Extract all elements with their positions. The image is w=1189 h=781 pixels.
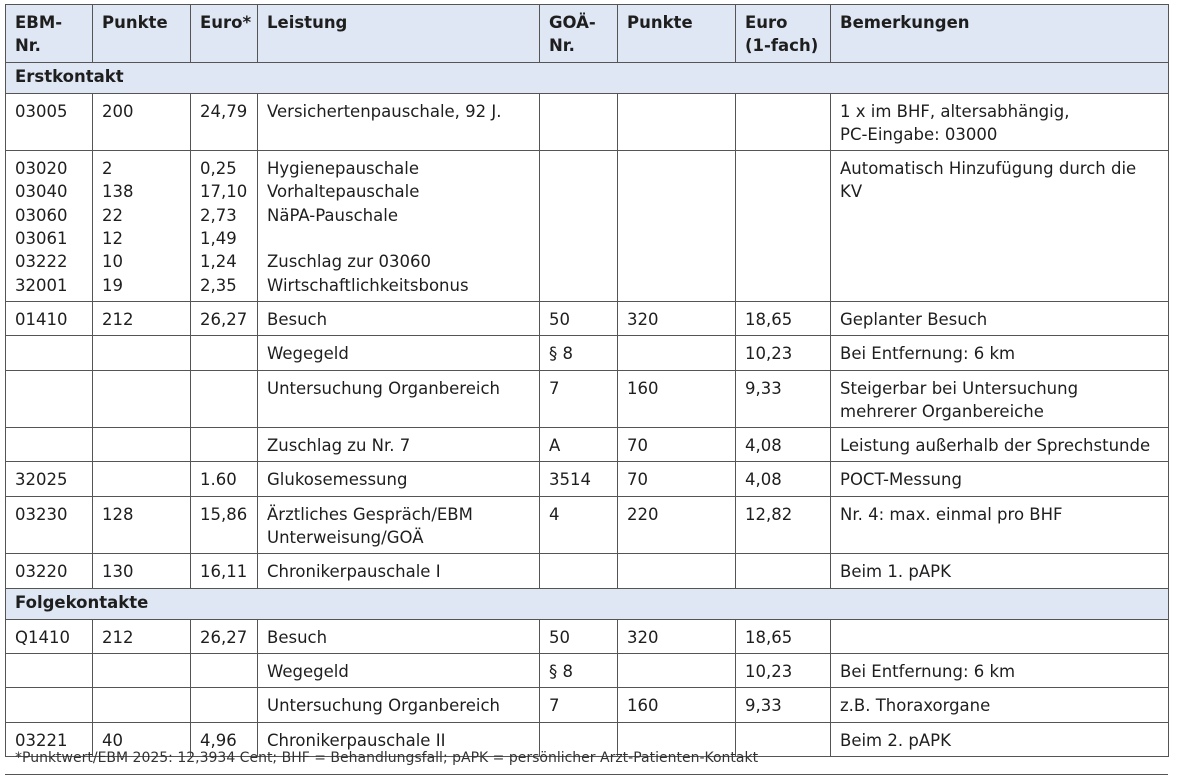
cell-goae-nr <box>540 496 618 554</box>
cell-line: 0,25 <box>200 159 237 179</box>
cell-goae-punkte <box>618 301 736 335</box>
cell-ebm-punkte <box>93 301 191 335</box>
header-euro-1fach <box>736 5 831 63</box>
cell-ebm-nr <box>6 688 93 722</box>
cell-euro-1fach <box>736 301 831 335</box>
cell-line: 212 <box>102 309 134 329</box>
header-bemerkungen <box>831 5 1169 63</box>
cell-goae-punkte <box>618 428 736 462</box>
table-row <box>6 151 1169 302</box>
cell-ebm-punkte <box>93 619 191 653</box>
cell-line: Versichertenpauschale, 92 J. <box>267 101 502 121</box>
cell-goae-punkte <box>618 336 736 370</box>
cell-line: 03220 <box>15 562 68 582</box>
cell-goae-punkte <box>618 151 736 302</box>
cell-line: 320 <box>627 309 659 329</box>
cell-line: 12,82 <box>745 504 793 524</box>
cell-line: Wirtschaftlichkeitsbonus <box>267 275 469 295</box>
cell-bemerkungen <box>831 301 1169 335</box>
cell-line: Untersuchung Organbereich <box>267 696 500 716</box>
cell-line: Zuschlag zu Nr. 7 <box>267 436 411 456</box>
cell-line: Chronikerpauschale I <box>267 562 441 582</box>
cell-line: mehrerer Organbereiche <box>840 401 1044 421</box>
cell-line: 17,10 <box>200 182 248 202</box>
cell-line: Geplanter Besuch <box>840 309 988 329</box>
cell-line: Untersuchung Organbereich <box>267 378 500 398</box>
cell-leistung <box>258 496 540 554</box>
cell-line: 320 <box>627 627 659 647</box>
cell-ebm-punkte <box>93 653 191 687</box>
cell-line: 15,86 <box>200 504 248 524</box>
cell-ebm-nr <box>6 653 93 687</box>
cell-line: 138 <box>102 182 134 202</box>
cell-bemerkungen <box>831 722 1169 756</box>
cell-goae-nr <box>540 462 618 496</box>
cell-euro <box>191 301 258 335</box>
cell-leistung <box>258 336 540 370</box>
cell-bemerkungen <box>831 554 1169 588</box>
table-row <box>6 93 1169 151</box>
section-row <box>6 588 1169 619</box>
cell-line: 03221 <box>15 730 68 750</box>
cell-ebm-punkte <box>93 688 191 722</box>
cell-line: 40 <box>102 730 123 750</box>
cell-line: 160 <box>627 378 659 398</box>
header-euro <box>191 5 258 63</box>
cell-line: 10 <box>102 252 123 272</box>
cell-line: Beim 2. pAPK <box>840 730 951 750</box>
cell-goae-punkte <box>618 554 736 588</box>
cell-line: 2 <box>102 159 113 179</box>
cell-line <box>267 227 530 250</box>
cell-leistung <box>258 554 540 588</box>
cell-euro <box>191 496 258 554</box>
cell-line: PC-Eingabe: 03000 <box>840 124 998 144</box>
cell-bemerkungen <box>831 653 1169 687</box>
cell-line: 32001 <box>15 275 68 295</box>
cell-euro-1fach <box>736 151 831 302</box>
cell-line: Hygienepauschale <box>267 159 420 179</box>
cell-euro-1fach <box>736 336 831 370</box>
cell-goae-nr <box>540 619 618 653</box>
cell-line: 22 <box>102 205 123 225</box>
cell-leistung <box>258 462 540 496</box>
cell-line: Euro* <box>200 13 252 32</box>
cell-line: 26,27 <box>200 627 248 647</box>
header-ebm-nr <box>6 5 93 63</box>
cell-line: 2,35 <box>200 275 237 295</box>
cell-line: Ärztliches Gespräch/EBM <box>267 504 473 524</box>
cell-line: 9,33 <box>745 696 782 716</box>
section-title: Folgekontakte <box>6 588 1169 619</box>
cell-ebm-nr <box>6 370 93 428</box>
cell-ebm-punkte <box>93 554 191 588</box>
header-goae-nr <box>540 5 618 63</box>
cell-leistung <box>258 428 540 462</box>
cell-line: Wegegeld <box>267 661 349 681</box>
cell-line: 10,23 <box>745 661 793 681</box>
cell-ebm-punkte <box>93 370 191 428</box>
cell-line: 19 <box>102 275 123 295</box>
cell-line: 03061 <box>15 229 68 249</box>
cell-line: Leistung außerhalb der Sprechstunde <box>840 436 1151 456</box>
cell-euro-1fach <box>736 554 831 588</box>
cell-line: 220 <box>627 504 659 524</box>
cell-line: Vorhaltepauschale <box>267 182 420 202</box>
cell-line: 130 <box>102 562 134 582</box>
cell-line: Leistung <box>267 13 348 32</box>
cell-euro <box>191 93 258 151</box>
cell-line: GOÄ- <box>549 13 596 32</box>
cell-euro <box>191 653 258 687</box>
cell-line: 4,96 <box>200 730 237 750</box>
cell-goae-nr <box>540 688 618 722</box>
cell-line: Punkte <box>102 13 168 32</box>
cell-goae-nr <box>540 301 618 335</box>
cell-line: Besuch <box>267 627 328 647</box>
cell-line: 32025 <box>15 470 68 490</box>
cell-line: § 8 <box>549 344 573 364</box>
cell-leistung <box>258 370 540 428</box>
cell-line: Bemerkungen <box>840 13 970 32</box>
cell-goae-punkte <box>618 93 736 151</box>
cell-line: Unterweisung/GOÄ <box>267 528 424 548</box>
cell-line: 1.60 <box>200 470 237 490</box>
table-header <box>6 5 1169 63</box>
header-goae-punkte <box>618 5 736 63</box>
cell-line: POCT-Messung <box>840 470 962 490</box>
cell-line: Bei Entfernung: 6 km <box>840 661 1016 681</box>
cell-line: 4 <box>549 504 560 524</box>
cell-line: Bei Entfernung: 6 km <box>840 344 1016 364</box>
cell-line: Chronikerpauschale II <box>267 730 446 750</box>
cell-line: 212 <box>102 627 134 647</box>
cell-ebm-nr <box>6 336 93 370</box>
cell-ebm-nr <box>6 462 93 496</box>
cell-line: 24,79 <box>200 101 248 121</box>
cell-line: Besuch <box>267 309 328 329</box>
cell-euro <box>191 151 258 302</box>
table-row <box>6 428 1169 462</box>
cell-line: Automatisch Hinzufügung durch die <box>840 159 1137 179</box>
cell-line: 03060 <box>15 205 68 225</box>
cell-line: 10,23 <box>745 344 793 364</box>
cell-line: 7 <box>549 696 560 716</box>
table-row <box>6 688 1169 722</box>
cell-bemerkungen <box>831 688 1169 722</box>
cell-line: EBM- <box>15 13 63 32</box>
cell-line: 4,08 <box>745 436 782 456</box>
cell-line: 26,27 <box>200 309 248 329</box>
cell-line: Steigerbar bei Untersuchung <box>840 378 1079 398</box>
section-title: Erstkontakt <box>6 62 1169 93</box>
cell-line: 18,65 <box>745 627 793 647</box>
cell-goae-nr <box>540 653 618 687</box>
cell-ebm-punkte <box>93 462 191 496</box>
cell-line: 12 <box>102 229 123 249</box>
cell-goae-nr <box>540 151 618 302</box>
cell-euro <box>191 554 258 588</box>
cell-bemerkungen <box>831 496 1169 554</box>
cell-line: 50 <box>549 627 570 647</box>
cell-line: Wegegeld <box>267 344 349 364</box>
cell-ebm-punkte <box>93 428 191 462</box>
cell-euro <box>191 336 258 370</box>
cell-line: 4,08 <box>745 470 782 490</box>
cell-ebm-nr <box>6 151 93 302</box>
cell-line: 1 x im BHF, altersabhängig, <box>840 101 1070 121</box>
cell-ebm-punkte <box>93 93 191 151</box>
cell-line: Euro <box>745 13 788 32</box>
cell-leistung <box>258 151 540 302</box>
cell-line: 128 <box>102 504 134 524</box>
cell-goae-punkte <box>618 496 736 554</box>
cell-goae-punkte <box>618 653 736 687</box>
table-row <box>6 370 1169 428</box>
cell-line: 1,49 <box>200 229 237 249</box>
cell-euro <box>191 462 258 496</box>
cell-line: Zuschlag zur 03060 <box>267 252 431 272</box>
table-row <box>6 619 1169 653</box>
cell-line: 03222 <box>15 252 68 272</box>
cell-goae-punkte <box>618 370 736 428</box>
cell-line: 03040 <box>15 182 68 202</box>
table-row <box>6 653 1169 687</box>
cell-bemerkungen <box>831 428 1169 462</box>
cell-line: 3514 <box>549 470 591 490</box>
cell-line: (1-fach) <box>745 36 819 56</box>
cell-line: Nr. <box>549 36 575 56</box>
header-row <box>6 5 1169 63</box>
cell-line: 2,73 <box>200 205 237 225</box>
footnote-divider <box>5 774 1168 775</box>
cell-line: 01410 <box>15 309 68 329</box>
cell-euro <box>191 370 258 428</box>
cell-euro-1fach <box>736 93 831 151</box>
table-row <box>6 554 1169 588</box>
cell-ebm-nr <box>6 428 93 462</box>
cell-ebm-nr <box>6 496 93 554</box>
cell-euro-1fach <box>736 688 831 722</box>
cell-goae-nr <box>540 554 618 588</box>
cell-line: z.B. Thoraxorgane <box>840 696 991 716</box>
cell-line: KV <box>840 182 863 202</box>
table-body <box>6 62 1169 756</box>
cell-line: 9,33 <box>745 378 782 398</box>
table-row <box>6 301 1169 335</box>
cell-leistung <box>258 93 540 151</box>
cell-euro-1fach <box>736 619 831 653</box>
cell-bemerkungen <box>831 93 1169 151</box>
cell-bemerkungen <box>831 151 1169 302</box>
cell-leistung <box>258 301 540 335</box>
cell-line: 70 <box>627 470 648 490</box>
cell-ebm-nr <box>6 301 93 335</box>
section-row <box>6 62 1169 93</box>
cell-ebm-punkte <box>93 496 191 554</box>
cell-euro <box>191 688 258 722</box>
cell-line: § 8 <box>549 661 573 681</box>
cell-euro-1fach <box>736 428 831 462</box>
table-row <box>6 496 1169 554</box>
cell-line: 03020 <box>15 159 68 179</box>
cell-ebm-nr <box>6 93 93 151</box>
cell-goae-punkte <box>618 619 736 653</box>
cell-line: 03230 <box>15 504 68 524</box>
cell-line: 50 <box>549 309 570 329</box>
cell-line: 160 <box>627 696 659 716</box>
cell-leistung <box>258 619 540 653</box>
table-row <box>6 336 1169 370</box>
cell-goae-nr <box>540 370 618 428</box>
cell-goae-punkte <box>618 462 736 496</box>
cell-line: Glukosemessung <box>267 470 408 490</box>
cell-goae-nr <box>540 428 618 462</box>
cell-ebm-nr <box>6 554 93 588</box>
cell-bemerkungen <box>831 619 1169 653</box>
cell-goae-nr <box>540 336 618 370</box>
footnote: *Punktwert/EBM 2025: 12,3934 Cent; BHF = Behandlungsfall; pAPK = persönlicher Arzt-Patienten-Kontakt <box>15 750 759 766</box>
billing-table <box>5 4 1169 757</box>
cell-ebm-punkte <box>93 336 191 370</box>
cell-euro <box>191 619 258 653</box>
cell-line: 16,11 <box>200 562 248 582</box>
cell-line: NäPA-Pauschale <box>267 205 398 225</box>
cell-line: Q1410 <box>15 627 70 647</box>
cell-ebm-nr <box>6 619 93 653</box>
cell-line: Punkte <box>627 13 693 32</box>
cell-line: Nr. <box>15 36 41 56</box>
cell-goae-nr <box>540 93 618 151</box>
cell-bemerkungen <box>831 462 1169 496</box>
cell-line: 18,65 <box>745 309 793 329</box>
cell-line: 1,24 <box>200 252 237 272</box>
cell-euro-1fach <box>736 653 831 687</box>
cell-euro-1fach <box>736 370 831 428</box>
cell-line: 03005 <box>15 101 68 121</box>
cell-line: 70 <box>627 436 648 456</box>
cell-euro-1fach <box>736 496 831 554</box>
cell-line: 200 <box>102 101 134 121</box>
cell-line: 7 <box>549 378 560 398</box>
cell-bemerkungen <box>831 370 1169 428</box>
cell-line: A <box>549 436 561 456</box>
header-leistung <box>258 5 540 63</box>
header-ebm-punkte <box>93 5 191 63</box>
cell-bemerkungen <box>831 336 1169 370</box>
table-row <box>6 462 1169 496</box>
cell-leistung <box>258 653 540 687</box>
cell-euro-1fach <box>736 462 831 496</box>
cell-ebm-punkte <box>93 151 191 302</box>
cell-line: Nr. 4: max. einmal pro BHF <box>840 504 1063 524</box>
cell-line: Beim 1. pAPK <box>840 562 951 582</box>
cell-euro <box>191 428 258 462</box>
cell-goae-punkte <box>618 688 736 722</box>
cell-leistung <box>258 688 540 722</box>
